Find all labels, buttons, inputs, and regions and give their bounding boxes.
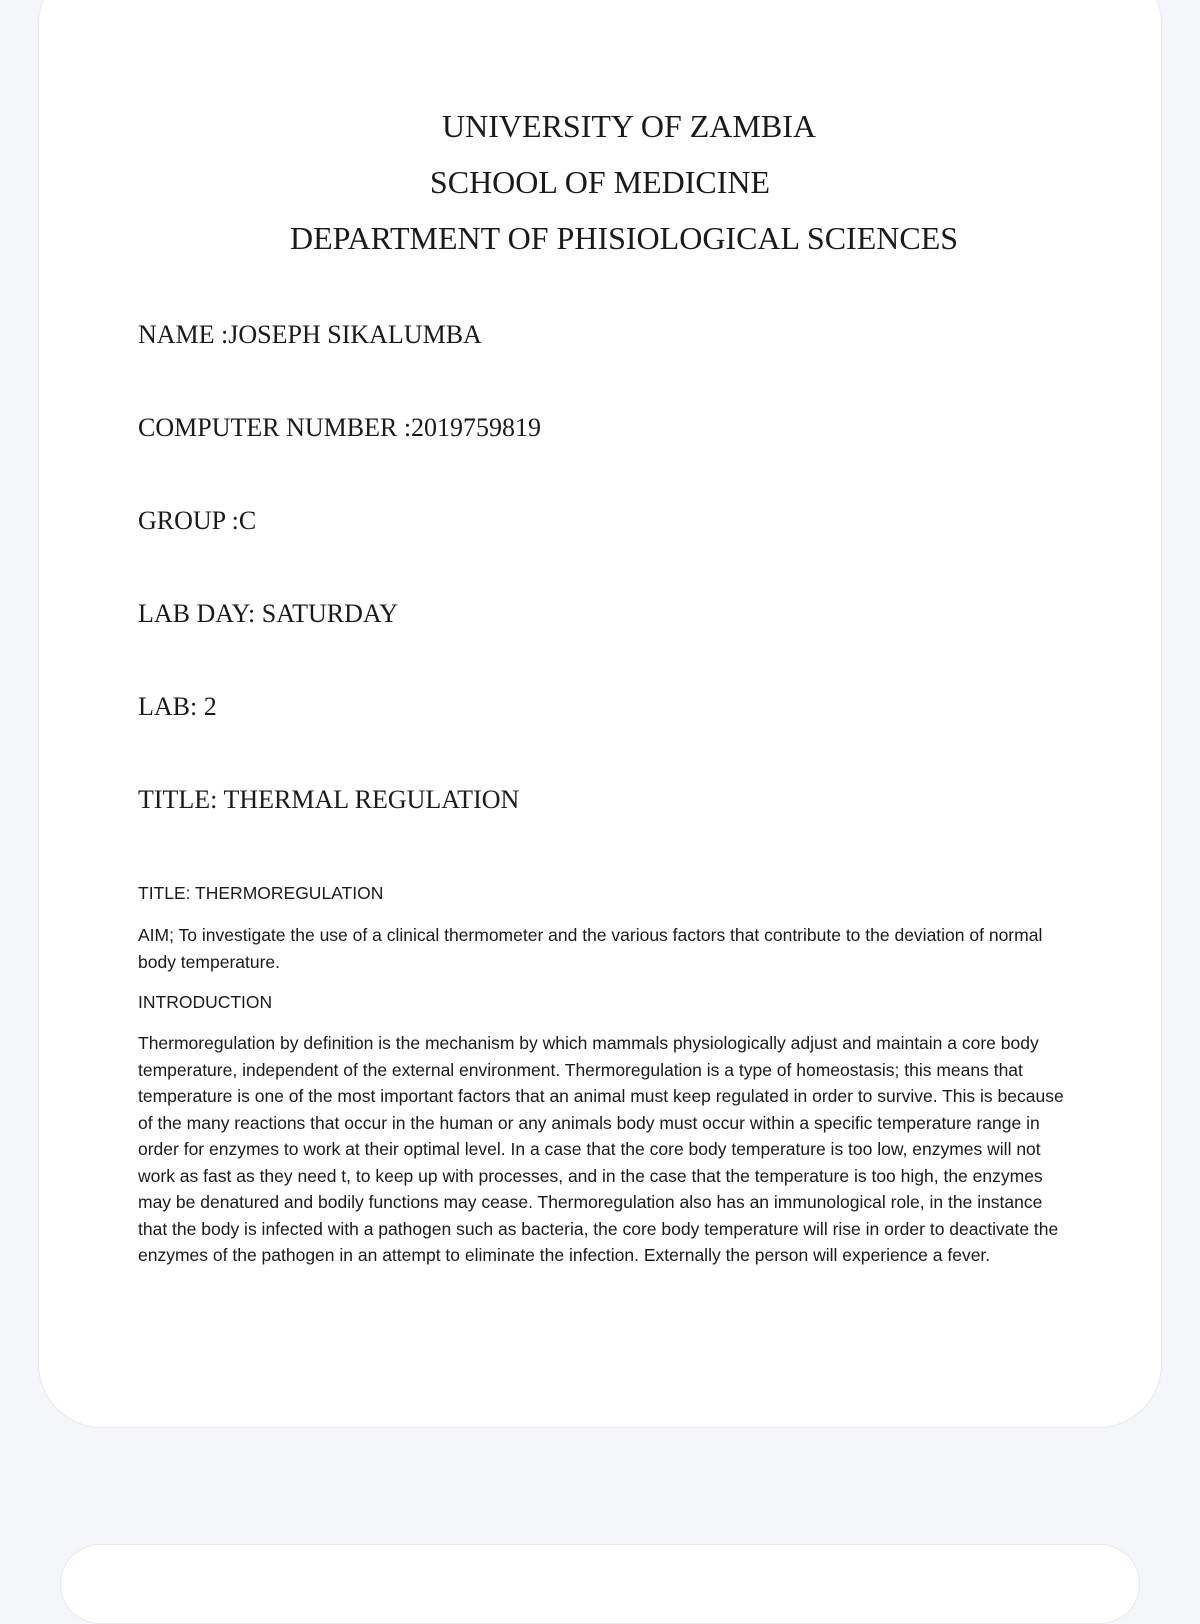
lab-day: LAB DAY: SATURDAY — [138, 599, 399, 628]
group: GROUP :C — [138, 506, 257, 535]
computer-number: COMPUTER NUMBER :2019759819 — [138, 413, 542, 442]
department-heading: DEPARTMENT OF PHISIOLOGICAL SCIENCES — [289, 220, 959, 256]
school-heading: SCHOOL OF MEDICINE — [429, 164, 771, 200]
introduction-paragraph: Thermoregulation by definition is the mechanism by which mammals physiologically adjust and maintain a core body temperature, independent of the external environment. Thermoregulation is a type of homeostasis; this means that temperature is one of the most important factors that an animal must keep regulated in order to survive. This is because of the many reactions that occur in the human or any animals body must occur within a specific temperature range in order for enzymes to work at their optimal level. In a case that the core body temperature is too low, enzymes will not work as fast as they need t, to keep up with processes, and in the case that the temperature is too high, the enzymes may be denatured and bodily functions may cease. Thermoregulation also has an immunological role, in the instance that the body is infected with a pathogen such as bacteria, the core body temperature will rise in order to deactivate the enzymes of the pathogen in an attempt to eliminate the infection. Externally the person will experience a fever. — [138, 1033, 1064, 1265]
next-document-page — [60, 1544, 1140, 1624]
university-heading: UNIVERSITY OF ZAMBIA — [442, 108, 816, 144]
report-title: TITLE: THERMOREGULATION — [138, 883, 384, 903]
introduction-heading: INTRODUCTION — [138, 992, 273, 1012]
student-name: NAME :JOSEPH SIKALUMBA — [138, 320, 482, 349]
aim-paragraph: AIM; To investigate the use of a clinical thermometer and the various factors that contribute to the deviation of normal body temperature. — [138, 925, 1043, 972]
lab-title: TITLE: THERMAL REGULATION — [138, 785, 520, 814]
lab-number: LAB: 2 — [138, 692, 217, 721]
